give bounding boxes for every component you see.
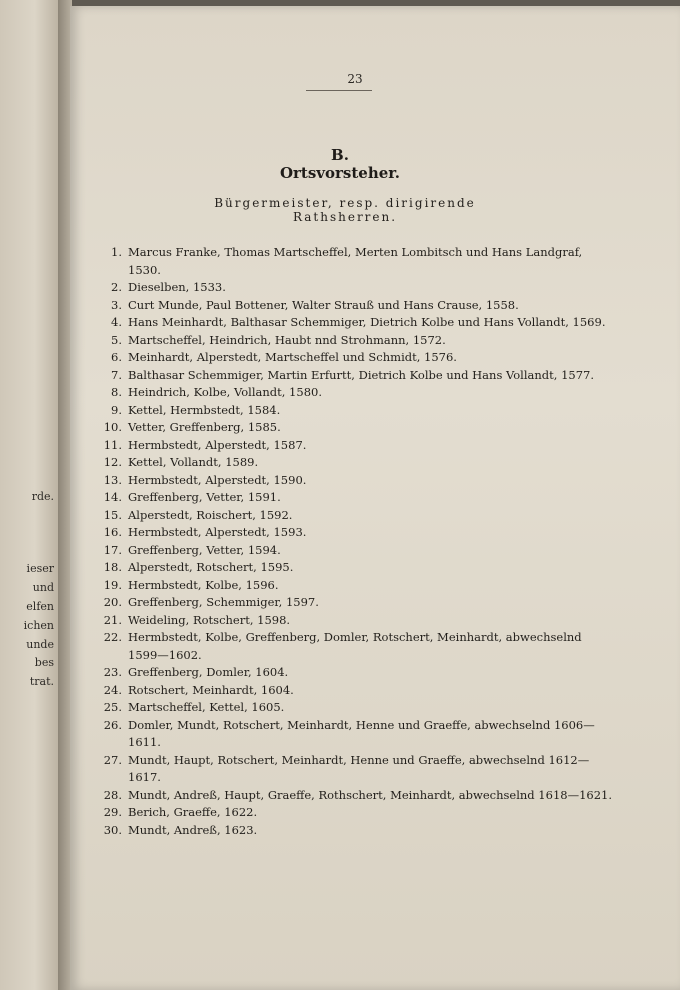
- list-item: [92, 279, 622, 297]
- entry-text: Martscheffel, Kettel, 1605.: [128, 700, 285, 714]
- section-heading: B. Ortsvorsteher.: [279, 146, 401, 182]
- list-item: [92, 244, 622, 279]
- list-item: [92, 594, 622, 612]
- list-item: [92, 559, 622, 577]
- entry-text: Hermbstedt, Alperstedt, 1593.: [128, 525, 307, 539]
- entry-number: 19.: [103, 577, 122, 592]
- document-page: [70, 6, 680, 990]
- list-item: [92, 822, 622, 840]
- entry-number: 23.: [103, 665, 122, 679]
- left-page-fragment: unde: [26, 638, 54, 651]
- entry-text: Kettel, Vollandt, 1589.: [128, 455, 259, 469]
- list-item: [92, 454, 622, 472]
- list-item: [92, 367, 622, 385]
- entry-text: Meinhardt, Alperstedt, Martscheffel und Schmidt, 1576.: [128, 350, 457, 364]
- list-item: [92, 542, 622, 560]
- entry-text: Marcus Franke, Thomas Martscheffel, Merten Lombitsch und Hans Landgraf, 1530.: [128, 245, 583, 277]
- entry-text: Kettel, Hermbstedt, 1584.: [128, 402, 281, 417]
- list-item: [92, 524, 622, 542]
- list-item: [92, 682, 622, 700]
- entry-number: 11.: [103, 437, 122, 452]
- sub-heading: Bürgermeister, resp. dirigirende Rathsherren.: [214, 196, 476, 224]
- left-page-fragment: bes: [34, 656, 54, 669]
- entry-text: Greffenberg, Vetter, 1591.: [128, 490, 281, 504]
- entry-number: 28.: [103, 787, 122, 802]
- entry-number: 30.: [103, 822, 122, 837]
- list-item: [92, 332, 622, 350]
- list-item: [92, 384, 622, 402]
- entry-number: 9.: [111, 402, 122, 417]
- left-page-edge: [0, 0, 58, 990]
- entry-text: Dieselben, 1533.: [128, 280, 226, 294]
- entry-text: Hermbstedt, Alperstedt, 1590.: [128, 472, 307, 487]
- entry-text: Alperstedt, Rotschert, 1595.: [128, 560, 294, 574]
- entry-text: Balthasar Schemmiger, Martin Erfurtt, Dietrich Kolbe und Hans Vollandt, 1577.: [128, 367, 595, 382]
- list-item: [92, 577, 622, 595]
- entry-text: Vetter, Greffenberg, 1585.: [128, 420, 281, 434]
- list-item: [92, 787, 622, 805]
- entry-number: 8.: [111, 385, 122, 399]
- entry-text: Greffenberg, Schemmiger, 1597.: [128, 595, 319, 609]
- entry-number: 3.: [111, 297, 122, 312]
- list-item: [92, 629, 622, 664]
- entry-text: Heindrich, Kolbe, Vollandt, 1580.: [128, 385, 322, 399]
- entry-text: Weideling, Rotschert, 1598.: [128, 612, 291, 627]
- entry-number: 10.: [103, 420, 122, 434]
- entry-number: 21.: [103, 612, 122, 627]
- entry-text: Hans Meinhardt, Balthasar Schemmiger, Dietrich Kolbe und Hans Vollandt, 1569.: [128, 315, 606, 329]
- entry-number: 13.: [103, 472, 122, 487]
- entry-number: 6.: [111, 350, 122, 364]
- left-page-fragment: ichen: [23, 619, 54, 632]
- list-item: [92, 612, 622, 630]
- entry-text: Hermbstedt, Alperstedt, 1587.: [128, 437, 307, 452]
- entry-number: 17.: [103, 542, 122, 557]
- entry-text: Mundt, Haupt, Rotschert, Meinhardt, Henne und Graeffe, abwechselnd 1612—1617.: [128, 752, 590, 784]
- list-item: [92, 314, 622, 332]
- entry-list: [92, 244, 622, 839]
- list-item: [92, 507, 622, 525]
- list-item: [92, 297, 622, 315]
- entry-text: Domler, Mundt, Rotschert, Meinhardt, Henne und Graeffe, abwechselnd 1606—1611.: [128, 717, 595, 749]
- entry-number: 29.: [103, 805, 122, 819]
- list-item: [92, 437, 622, 455]
- entry-text: Martscheffel, Heindrich, Haubt nnd Strohmann, 1572.: [128, 332, 446, 347]
- list-item: [92, 489, 622, 507]
- entry-number: 26.: [103, 717, 122, 732]
- list-item: [92, 472, 622, 490]
- entry-number: 1.: [111, 245, 122, 259]
- page-number-rule: [306, 90, 372, 91]
- entry-number: 25.: [103, 700, 122, 714]
- entry-number: 15.: [103, 507, 122, 522]
- entry-number: 12.: [103, 455, 122, 469]
- list-item: [92, 349, 622, 367]
- entry-number: 22.: [103, 630, 122, 644]
- entry-number: 16.: [103, 525, 122, 539]
- left-page-fragment: ieser: [26, 562, 54, 575]
- list-item: [92, 419, 622, 437]
- entry-number: 27.: [103, 752, 122, 767]
- entry-number: 5.: [111, 332, 122, 347]
- entry-number: 14.: [103, 490, 122, 504]
- list-item: [92, 664, 622, 682]
- list-item: [92, 699, 622, 717]
- list-item: [92, 717, 622, 752]
- entry-number: 24.: [103, 682, 122, 697]
- entry-text: Greffenberg, Domler, 1604.: [128, 665, 289, 679]
- entry-text: Berich, Graeffe, 1622.: [128, 805, 258, 819]
- left-page-fragment: trat.: [29, 675, 54, 688]
- entry-text: Rotschert, Meinhardt, 1604.: [128, 682, 294, 697]
- left-page-fragment: und: [32, 581, 54, 594]
- list-item: [92, 402, 622, 420]
- entry-text: Mundt, Andreß, 1623.: [128, 822, 258, 837]
- page-number: 23: [347, 72, 363, 86]
- list-item: [92, 804, 622, 822]
- entry-number: 4.: [111, 315, 122, 329]
- entry-text: Mundt, Andreß, Haupt, Graeffe, Rothschert, Meinhardt, abwechselnd 1618—1621.: [128, 787, 612, 802]
- entry-text: Alperstedt, Roischert, 1592.: [128, 507, 293, 522]
- entry-number: 20.: [103, 595, 122, 609]
- entry-number: 7.: [111, 367, 122, 382]
- entry-number: 18.: [103, 560, 122, 574]
- entry-text: Greffenberg, Vetter, 1594.: [128, 542, 281, 557]
- entry-text: Hermbstedt, Kolbe, Greffenberg, Domler, Rotschert, Meinhardt, abwechselnd 1599—1602.: [128, 630, 582, 662]
- entry-text: Hermbstedt, Kolbe, 1596.: [128, 577, 279, 592]
- left-page-fragment: elfen: [26, 600, 54, 613]
- left-page-fragment: rde.: [31, 490, 54, 503]
- entry-number: 2.: [111, 280, 122, 294]
- list-item: [92, 752, 622, 787]
- entry-text: Curt Munde, Paul Bottener, Walter Strauß und Hans Crause, 1558.: [128, 297, 519, 312]
